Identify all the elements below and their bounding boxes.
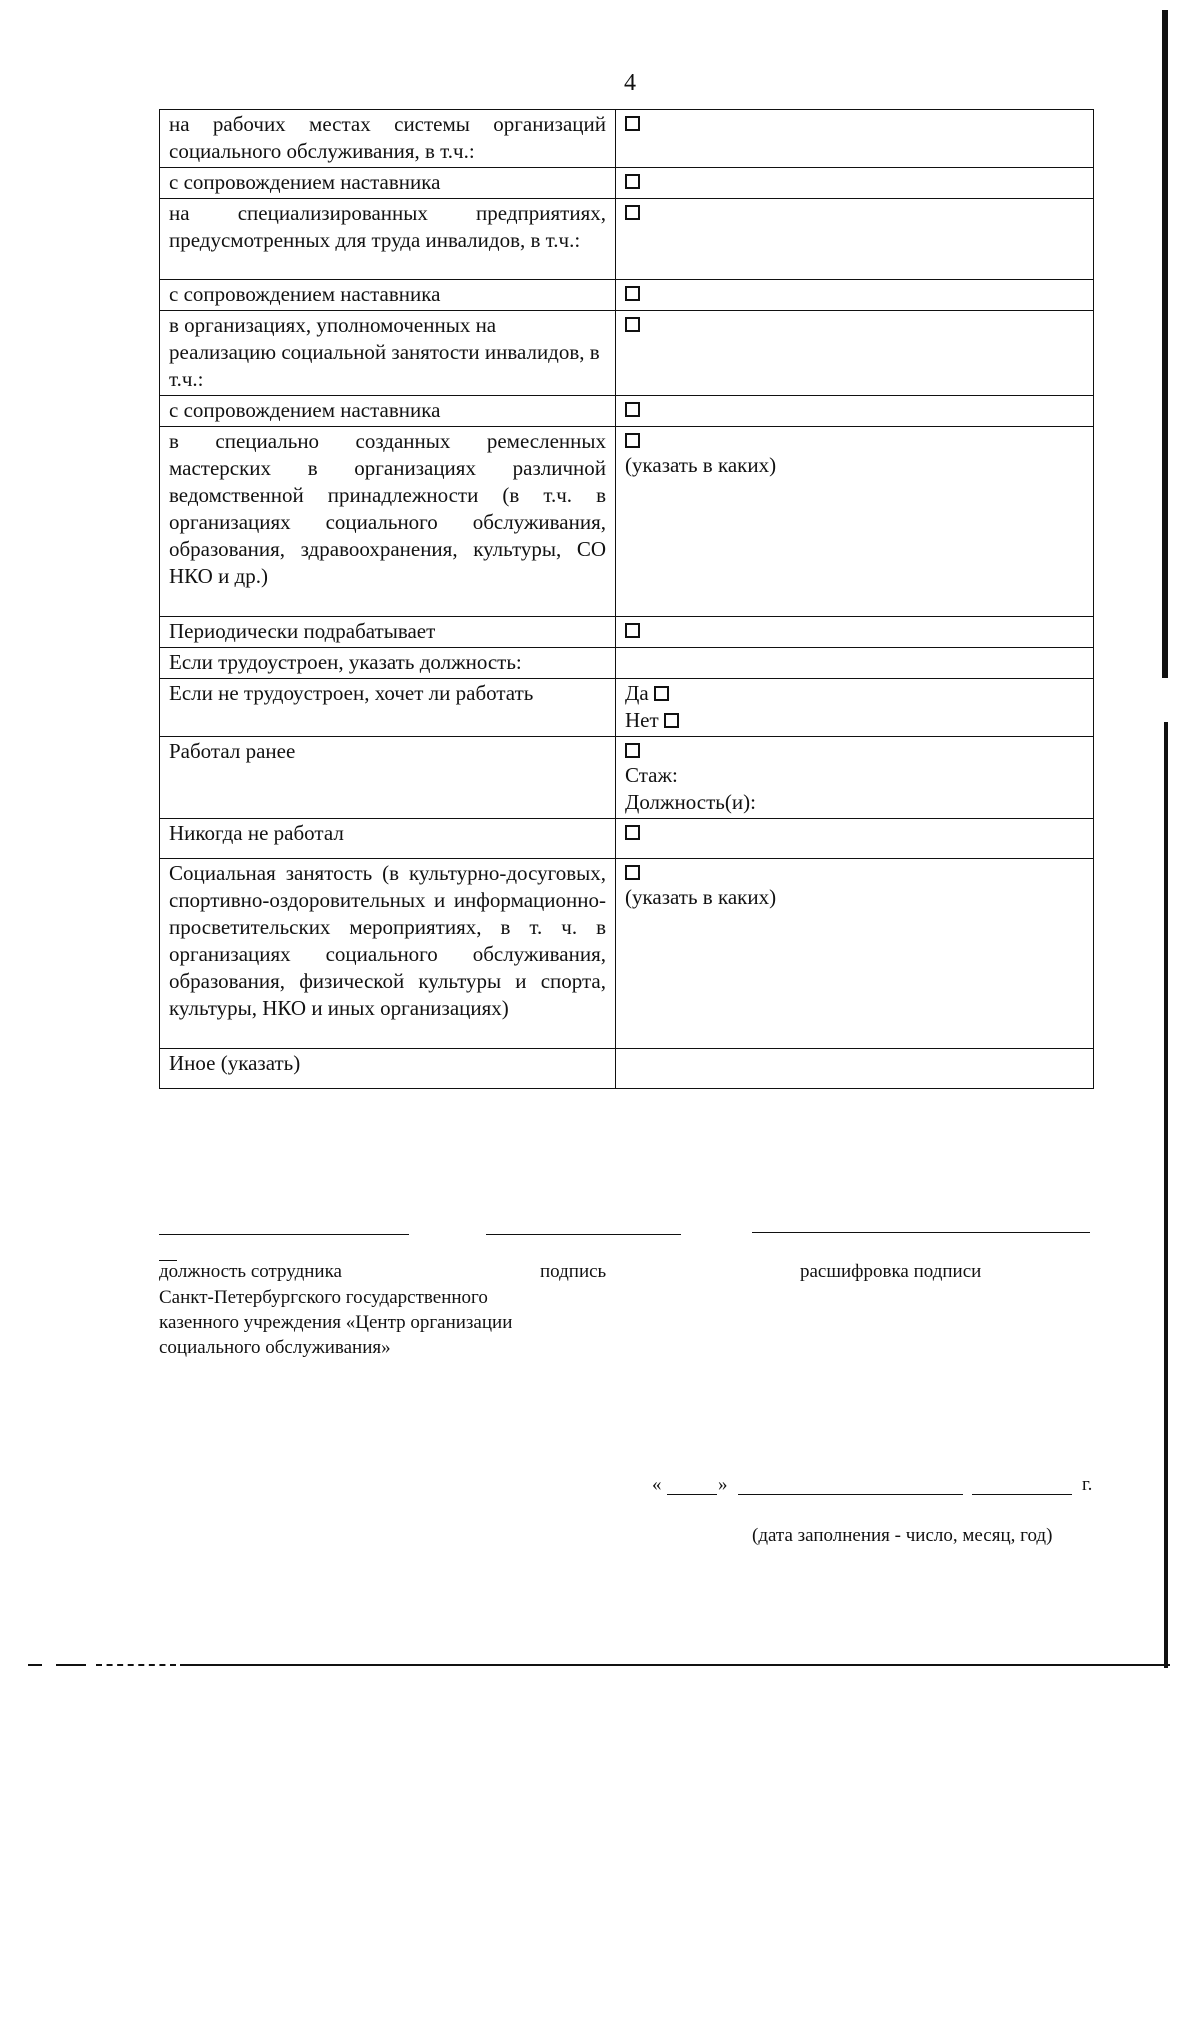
table-row [160, 1049, 1094, 1089]
value-text: (указать в каких) [625, 453, 777, 477]
table-row [160, 199, 1094, 280]
date-close-quote: » [718, 1474, 728, 1495]
value-text: Должность(и): [625, 790, 756, 814]
row-value [616, 396, 1094, 427]
row-value [616, 819, 1094, 859]
row-label: в организациях, уполномоченных на реализацию социальной занятости инвалидов, в т.ч.: [160, 311, 616, 396]
checkbox[interactable] [625, 433, 640, 448]
checkbox[interactable] [625, 743, 640, 758]
row-label: с сопровождением наставника [160, 168, 616, 199]
row-value [616, 199, 1094, 280]
checkbox[interactable] [625, 825, 640, 840]
table-row [160, 679, 1094, 737]
row-label: Никогда не работал [160, 819, 616, 859]
table-row [160, 737, 1094, 819]
row-label: Периодически подрабатывает [160, 617, 616, 648]
row-value [616, 737, 1094, 819]
page-number: 4 [624, 70, 636, 96]
table-row [160, 617, 1094, 648]
row-value [616, 617, 1094, 648]
scan-edge-mark [1162, 10, 1168, 678]
date-open-quote: « [652, 1474, 662, 1495]
cut-line-segment [96, 1664, 176, 1666]
row-label: Иное (указать) [160, 1049, 616, 1089]
table-row [160, 110, 1094, 168]
month-line [738, 1494, 963, 1495]
signature-line [486, 1234, 681, 1235]
value-text: Стаж: [625, 763, 678, 787]
checkbox[interactable] [625, 623, 640, 638]
signature-label: подпись [540, 1261, 607, 1282]
org-line-2: казенного учреждения «Центр организации [159, 1312, 513, 1333]
row-label: Работал ранее [160, 737, 616, 819]
row-label: Если трудоустроен, указать должность: [160, 648, 616, 679]
employment-table [159, 109, 1094, 1089]
checkbox[interactable] [625, 116, 640, 131]
checkbox[interactable] [625, 286, 640, 301]
row-label: на специализированных предприятиях, предусмотренных для труда инвалидов, в т.ч.: [160, 199, 616, 280]
row-value [616, 427, 1094, 617]
date-caption: (дата заполнения - число, месяц, год) [752, 1525, 1053, 1546]
value-text: (указать в каких) [625, 885, 777, 909]
checkbox[interactable] [625, 402, 640, 417]
decode-signature-line [752, 1232, 1090, 1233]
row-value [616, 168, 1094, 199]
row-label: с сопровождением наставника [160, 396, 616, 427]
org-line-1: Санкт-Петербургского государственного [159, 1287, 488, 1308]
year-line [972, 1494, 1072, 1495]
table-row [160, 648, 1094, 679]
day-line [667, 1494, 717, 1495]
position-signature-line [159, 1234, 409, 1235]
table-row [160, 280, 1094, 311]
row-value [616, 648, 1094, 679]
row-value [616, 1049, 1094, 1089]
table-row [160, 168, 1094, 199]
table-row [160, 427, 1094, 617]
row-label: на рабочих местах системы организаций социального обслуживания, в т.ч.: [160, 110, 616, 168]
option-no [625, 707, 1084, 734]
option-yes [625, 680, 1084, 707]
row-label: с сопровождением наставника [160, 280, 616, 311]
decode-label: расшифровка подписи [800, 1261, 982, 1282]
cut-line-segment [28, 1664, 42, 1666]
table-row [160, 396, 1094, 427]
cut-line-segment [56, 1664, 86, 1666]
row-label: Социальная занятость (в культурно-досуговых, спортивно-оздоровительных и информационно-просветительских мероприятиях, в т. ч. в организациях социального обслуживания, образования, физической культуры и спорта, культуры, НКО и иных организациях) [160, 859, 616, 1049]
checkbox[interactable] [625, 317, 640, 332]
option-label: Нет [625, 708, 659, 732]
checkbox[interactable] [625, 205, 640, 220]
cut-line-segment [180, 1664, 1170, 1666]
row-value [616, 280, 1094, 311]
position-label: должность сотрудника [159, 1261, 342, 1282]
checkbox[interactable] [625, 174, 640, 189]
row-value [616, 110, 1094, 168]
option-label: Да [625, 681, 649, 705]
table-row [160, 819, 1094, 859]
year-suffix: г. [1082, 1474, 1093, 1495]
row-label: в специально созданных ремесленных мастерских в организациях различной ведомственной принадлежности (в т.ч. в организациях социального обслуживания, образования, здравоохранения, культуры, СО НКО и др.) [160, 427, 616, 617]
row-value [616, 311, 1094, 396]
checkbox[interactable] [654, 686, 669, 701]
org-line-3: социального обслуживания» [159, 1337, 391, 1358]
table-row [160, 311, 1094, 396]
row-value [616, 859, 1094, 1049]
checkbox[interactable] [664, 713, 679, 728]
row-label: Если не трудоустроен, хочет ли работать [160, 679, 616, 737]
row-value [616, 679, 1094, 737]
checkbox[interactable] [625, 865, 640, 880]
scan-edge-mark [1164, 722, 1168, 1668]
table-row [160, 859, 1094, 1049]
